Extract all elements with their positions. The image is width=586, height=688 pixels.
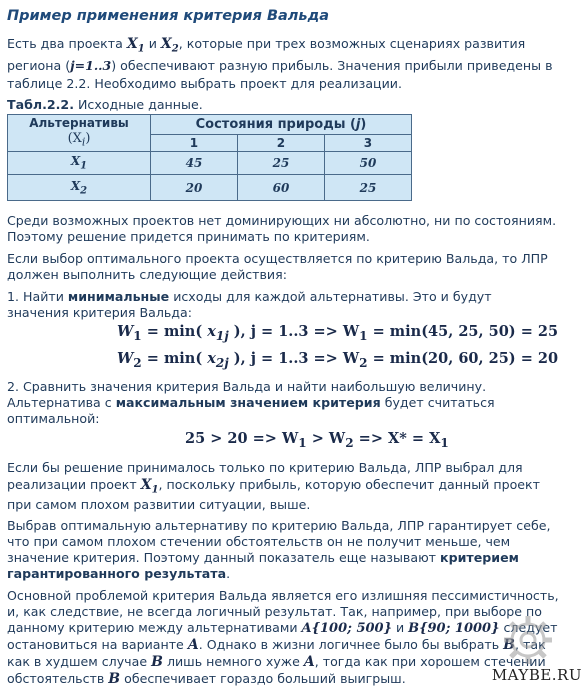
row-label: $X_2$: [8, 175, 151, 201]
para3-line-2: реализации проект $X_1$, поскольку прибыль, которую обеспечит данный проект: [7, 477, 540, 496]
para2-line-2: должен выполнить следующие действия:: [7, 267, 287, 282]
row-label: $X_1$: [8, 152, 151, 175]
header-states: Состояния природы (j): [151, 115, 412, 135]
step2-line-1: 2. Сравнить значения критерия Вальда и найти наибольшую величину.: [7, 379, 487, 394]
para5-line-2: и, как следствие, не всегда логичный результат. Так, например, при выборе по: [7, 604, 542, 619]
table-cell: 25: [237, 152, 324, 175]
table-cell: 25: [324, 175, 411, 201]
intro-line-1: Есть два проекта $X_1$ и $X_2$, которые при трех возможных сценариях развития: [7, 36, 526, 55]
para5-line-4: остановиться на варианте A. Однако в жизни логичнее было бы выбрать B, так: [7, 637, 546, 653]
intro-line-2: региона (j=1..3) обеспечивают разную прибыль. Значения прибыли приведены в: [7, 58, 553, 73]
step1-line-1: 1. Найти минимальные исходы для каждой альтернативы. Это и будут: [7, 289, 492, 304]
para5-line-5: как в худшем случае B лишь немного хуже A, тогда как при хорошем стечении: [7, 654, 546, 670]
para3-line-1: Если бы решение принималось только по критерию Вальда, ЛПР выбрал для: [7, 460, 523, 475]
intro-line-3: таблице 2.2. Необходимо выбрать проект для реализации.: [7, 76, 402, 91]
gear-logo-icon: [500, 612, 556, 668]
col-3-header: 3: [324, 135, 411, 152]
step1-line-2: значения критерия Вальда:: [7, 305, 192, 320]
table-cell: 60: [237, 175, 324, 201]
formula-w2: $W_2 = \min$( $x_{2j}$ ), $j = 1..3 => W_2 = \min(20$, 60, 25) = 20: [117, 350, 559, 370]
para4-line-4: гарантированного результата.: [7, 566, 231, 581]
para4-line-3: значение критерия. Поэтому данный показатель еще называют критерием: [7, 550, 519, 565]
formula-comparison: $25 > 20 => W_1 > W_2 => X* = X_1$: [185, 430, 449, 450]
para1-line-2: Поэтому решение придется принимать по критериям.: [7, 229, 370, 244]
watermark: MAYBE.RU: [491, 666, 582, 684]
header-alternatives: Альтернативы $(X_i)$: [8, 115, 151, 152]
table-row: [8, 152, 412, 175]
table-cell: 50: [324, 152, 411, 175]
step2-line-3: оптимальной:: [7, 411, 100, 426]
para4-line-1: Выбрав оптимальную альтернативу по критерию Вальда, ЛПР гарантирует себе,: [7, 518, 551, 533]
source-data-table: [7, 114, 412, 201]
formula-w1: $W_1 = \min$( $x_{1j}$ ), $j = 1..3 => W_1 = \min(45$, 25, 50) = 25: [117, 323, 559, 343]
table-cell: 20: [151, 175, 238, 201]
para5-line-3: данному критерию между альтернативами A{100; 500} и B{90; 1000} следует: [7, 620, 558, 636]
para5-line-1: Основной проблемой критерия Вальда является его излишняя пессимистичность,: [7, 588, 559, 603]
table-cell: 45: [151, 152, 238, 175]
step2-line-2: Альтернатива с максимальным значением критерия будет считаться: [7, 395, 495, 410]
para2-line-1: Если выбор оптимального проекта осуществляется по критерию Вальда, то ЛПР: [7, 251, 548, 266]
col-2-header: 2: [237, 135, 324, 152]
para3-line-3: при самом плохом развитии ситуации, выше.: [7, 497, 311, 512]
para4-line-2: что при самом плохом стечении обстоятельств он не получит меньше, чем: [7, 534, 511, 549]
table-caption: Табл.2.2. Исходные данные.: [7, 97, 203, 112]
para5-line-6: обстоятельств B обеспечивает гораздо больший выигрыш.: [7, 671, 406, 687]
para1-line-1: Среди возможных проектов нет доминирующих ни абсолютно, ни по состояниям.: [7, 213, 557, 228]
page-title: Пример применения критерия Вальда: [7, 8, 330, 24]
col-1-header: 1: [151, 135, 238, 152]
table-row: [8, 175, 412, 201]
